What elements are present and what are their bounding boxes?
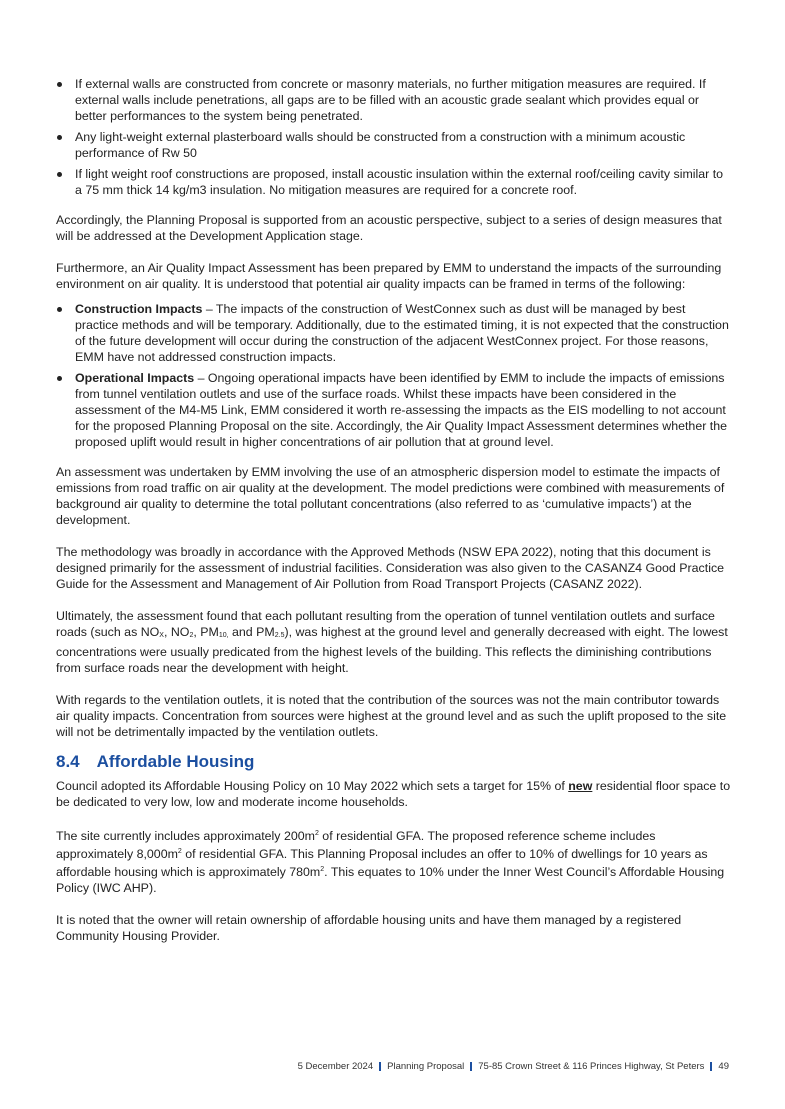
footer-separator xyxy=(470,1062,472,1071)
text-run: Ultimately, the assessment found that each pollutant resulting from the operation of tunnel ventilation outlets and surface roads (such as NO xyxy=(56,609,715,639)
impacts-list xyxy=(56,301,732,450)
list-item xyxy=(56,301,732,365)
paragraph-assessment: An assessment was undertaken by EMM involving the use of an atmospheric dispersion model to estimate the impacts of emissions from road traffic on air quality at the development. The model predictions were combined with measurements of background air quality to determine the total pollutant concentrations (also referred to as ‘cumulative impacts’) at the development. xyxy=(56,465,725,527)
footer-address: 75-85 Crown Street & 116 Princes Highway, St Peters xyxy=(478,1061,705,1072)
subscript: X xyxy=(159,632,164,639)
superscript: 2 xyxy=(177,848,182,855)
subscript: 10, xyxy=(218,632,229,639)
list-item: Any light-weight external plasterboard walls should be constructed from a construction with a minimum acoustic performance of Rw 50 xyxy=(56,129,732,161)
text-run: of residential GFA. The proposed reference scheme includes approximately 8,000m xyxy=(56,829,656,861)
impact-text: – Ongoing operational impacts have been identified by EMM to include the impacts of emissions from tunnel ventilation outlets and use of the surface roads. Whilst these impacts have been considered in the assessment of the M4-M5 Link, EMM considered it worth re-assessing the impacts as the EIS modelling to not account for the proposed Planning Proposal on the site. Accordingly, the Air Quality Impact Assessment determines whether the proposed uplift would result in higher concentrations of air pollution that at ground level. xyxy=(75,371,728,449)
text-run: and PM xyxy=(228,625,275,639)
acoustic-measures-list xyxy=(56,76,732,198)
emphasis-new: new xyxy=(568,779,593,793)
paragraph-methodology: The methodology was broadly in accordance with the Approved Methods (NSW EPA 2022), noting that this document is designed primarily for the assessment of industrial facilities. Consideration was also given to the CASANZ4 Good Practice Guide for the Assessment and Management of Air Pollution from Road Transport Projects (CASANZ 2022). xyxy=(56,545,725,591)
paragraph-ultimately xyxy=(56,608,732,676)
text-run: Council adopted its Affordable Housing Policy on 10 May 2022 which sets a target for 15% of xyxy=(56,779,569,793)
page-footer xyxy=(298,1061,729,1072)
section-number: 8.4 xyxy=(56,752,80,771)
paragraph-council xyxy=(56,778,732,810)
impact-term: Operational Impacts xyxy=(75,371,195,385)
paragraph-air-intro: Furthermore, an Air Quality Impact Assessment has been prepared by EMM to understand the impacts of the surrounding environment on air quality. It is understood that potential air quality impacts can be framed in terms of the following: xyxy=(56,261,722,291)
subscript: 2 xyxy=(189,632,194,639)
footer-page-number: 49 xyxy=(718,1061,729,1072)
list-item: If light weight roof constructions are proposed, install acoustic insulation within the external roof/ceiling cavity similar to a 75 mm thick 14 kg/m3 insulation. No mitigation measures are required for a concrete roof. xyxy=(56,166,732,198)
section-title: Affordable Housing xyxy=(96,752,255,771)
impact-text: – The impacts of the construction of WestConnex such as dust will be managed by best practice methods and will be temporary. Additionally, due to the estimated timing, it is not expected that the construction of the future development will occur during the construction of the adjacent WestConnex project. For those reasons, EMM have not addressed construction impacts. xyxy=(75,302,729,364)
text-run: of residential GFA. This Planning Proposal includes an offer to 10% of dwellings for 10 years as affordable housing which is approximately 780m xyxy=(56,847,708,879)
section-heading xyxy=(56,752,732,772)
paragraph-ventilation: With regards to the ventilation outlets, it is noted that the contribution of the sources was not the main contributor towards air quality impacts. Concentration from sources were highest at the ground level and as such the uplift proposed to the site will not be detrimentally impacted by the ventilation outlets. xyxy=(56,693,727,739)
footer-separator xyxy=(710,1062,712,1071)
subscript: 2.5 xyxy=(274,632,285,639)
paragraph-owner: It is noted that the owner will retain ownership of affordable housing units and have them managed by a registered Community Housing Provider. xyxy=(56,913,682,943)
text-run: The site currently includes approximately 200m xyxy=(56,829,315,843)
text-run: , NO xyxy=(163,625,190,639)
impact-term: Construction Impacts xyxy=(75,302,203,316)
superscript: 2 xyxy=(320,866,325,873)
superscript: 2 xyxy=(314,830,319,837)
text-run: . This equates to 10% under the Inner West Council’s Affordable Housing Policy (IWC AHP). xyxy=(56,865,725,895)
footer-separator xyxy=(379,1062,381,1071)
text-run: , PM xyxy=(193,625,219,639)
document-body xyxy=(56,76,732,944)
text-run: ), was highest at the ground level and generally decreased with eight. The lowest concentrations were usually predicated from the highest levels of the building. This reflects the diminishing contributions from surface roads near the development with height. xyxy=(56,625,728,675)
list-item xyxy=(56,370,732,450)
footer-doc-title: Planning Proposal xyxy=(387,1061,465,1072)
list-item: If external walls are constructed from concrete or masonry materials, no further mitigation measures are required. If external walls include penetrations, all gaps are to be filled with an acoustic grade sealant which provides equal or better performances to the system being penetrated. xyxy=(56,76,732,124)
footer-date: 5 December 2024 xyxy=(297,1061,374,1072)
paragraph-acoustic: Accordingly, the Planning Proposal is supported from an acoustic perspective, subject to a series of design measures that will be addressed at the Development Application stage. xyxy=(56,213,722,243)
text-run: residential floor space to be dedicated to very low, low and moderate income households. xyxy=(56,779,731,809)
paragraph-gfa xyxy=(56,826,732,896)
